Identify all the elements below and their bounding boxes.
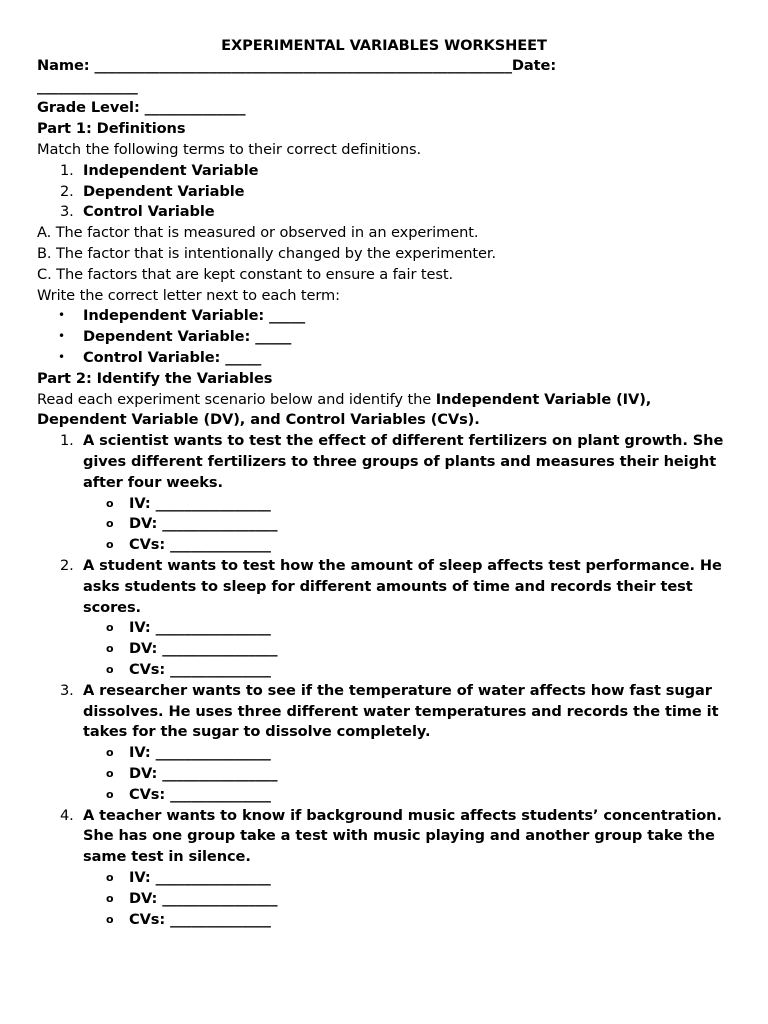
circle-bullet-icon: o: [106, 517, 114, 530]
dv-blank: [0, 888, 768, 909]
blank-text: CVs: ______________: [129, 786, 271, 803]
part2-heading: Part 2: Identify the Variables: [37, 370, 273, 387]
scenario-line: [0, 472, 768, 493]
cvs-blank: [0, 909, 768, 930]
cvs-blank: [0, 534, 768, 555]
scenario-line: [0, 846, 768, 867]
scenario-number: 3.: [60, 682, 74, 699]
term-item: [0, 201, 768, 222]
circle-bullet-icon: o: [106, 621, 114, 634]
circle-bullet-icon: o: [106, 767, 114, 780]
dv-blank: [0, 763, 768, 784]
scenario-text: A scientist wants to test the effect of different fertilizers on plant growth. She: [83, 432, 724, 449]
scenario-line: [0, 721, 768, 742]
blank-text: CVs: ______________: [129, 661, 271, 678]
blank-text: DV: ________________: [129, 765, 278, 782]
circle-bullet-icon: o: [106, 746, 114, 759]
answer-item: [0, 347, 768, 368]
blank-text: CVs: ______________: [129, 536, 271, 553]
scenario-text: A teacher wants to know if background music affects students’ concentration.: [83, 807, 722, 824]
scenario-line: [0, 430, 768, 451]
name-date-line: Name: __________________________________________________________Date:: [37, 57, 557, 74]
scenario-text: takes for the sugar to dissolve completely.: [83, 723, 431, 740]
bullet-icon: •: [58, 350, 65, 364]
dv-blank: [0, 513, 768, 534]
circle-bullet-icon: o: [106, 497, 114, 510]
worksheet-title: EXPERIMENTAL VARIABLES WORKSHEET: [221, 37, 547, 54]
scenario-line: [0, 576, 768, 597]
scenario-number: 4.: [60, 807, 74, 824]
scenario-text: same test in silence.: [83, 848, 251, 865]
scenario-text: A researcher wants to see if the temperature of water affects how fast sugar: [83, 682, 712, 699]
iv-blank: [0, 493, 768, 514]
scenario-text: asks students to sleep for different amounts of time and records their test: [83, 578, 693, 595]
blank-text: IV: ________________: [129, 495, 271, 512]
blank-text: IV: ________________: [129, 744, 271, 761]
date-blank: ______________: [37, 78, 138, 95]
term-number: 2.: [60, 183, 74, 200]
iv-blank: [0, 867, 768, 888]
circle-bullet-icon: o: [106, 913, 114, 926]
scenario-line: [0, 680, 768, 701]
answer-item: [0, 305, 768, 326]
part2-intro-line1: [0, 389, 768, 410]
blank-text: DV: ________________: [129, 890, 278, 907]
circle-bullet-icon: o: [106, 663, 114, 676]
cvs-blank: [0, 784, 768, 805]
circle-bullet-icon: o: [106, 871, 114, 884]
part1-instruction: Match the following terms to their correct definitions.: [37, 141, 422, 158]
circle-bullet-icon: o: [106, 892, 114, 905]
circle-bullet-icon: o: [106, 538, 114, 551]
blank-text: CVs: ______________: [129, 911, 271, 928]
bullet-icon: •: [58, 329, 65, 343]
term-item: [0, 181, 768, 202]
grade-level-line: Grade Level: ______________: [37, 99, 246, 116]
blank-text: DV: ________________: [129, 640, 278, 657]
circle-bullet-icon: o: [106, 788, 114, 801]
part1-heading: Part 1: Definitions: [37, 120, 186, 137]
blank-text: IV: ________________: [129, 869, 271, 886]
scenario-line: [0, 805, 768, 826]
definition-c: C. The factors that are kept constant to ensure a fair test.: [37, 266, 454, 283]
part2-intro-plain: Read each experiment scenario below and identify the: [37, 391, 436, 408]
scenario-line: [0, 825, 768, 846]
scenario-text: scores.: [83, 599, 141, 616]
scenario-text: gives different fertilizers to three groups of plants and measures their height: [83, 453, 717, 470]
cvs-blank: [0, 659, 768, 680]
part2-intro-bold-1: Independent Variable (IV),: [435, 391, 652, 408]
scenario-number: 2.: [60, 557, 74, 574]
answer-item: [0, 326, 768, 347]
term-text: Independent Variable: [83, 162, 259, 179]
dv-blank: [0, 638, 768, 659]
scenario-text: She has one group take a test with music playing and another group take the: [83, 827, 715, 844]
term-item: [0, 160, 768, 181]
term-number: 1.: [60, 162, 74, 179]
circle-bullet-icon: o: [106, 642, 114, 655]
blank-text: DV: ________________: [129, 515, 278, 532]
scenario-line: [0, 597, 768, 618]
answer-text: Independent Variable: _____: [83, 307, 306, 324]
definition-b: B. The factor that is intentionally changed by the experimenter.: [37, 245, 497, 262]
blank-text: IV: ________________: [129, 619, 271, 636]
term-number: 3.: [60, 203, 74, 220]
answer-text: Dependent Variable: _____: [83, 328, 292, 345]
bullet-icon: •: [58, 308, 65, 322]
write-instruction: Write the correct letter next to each term:: [37, 287, 340, 304]
scenario-line: [0, 701, 768, 722]
term-text: Control Variable: [83, 203, 215, 220]
answer-text: Control Variable: _____: [83, 349, 262, 366]
scenario-line: [0, 451, 768, 472]
scenario-text: dissolves. He uses three different water temperatures and records the time it: [83, 703, 719, 720]
iv-blank: [0, 617, 768, 638]
scenario-line: [0, 555, 768, 576]
part2-intro-bold-2: Dependent Variable (DV), and Control Variables (CVs).: [37, 411, 480, 428]
scenario-text: A student wants to test how the amount of sleep affects test performance. He: [83, 557, 722, 574]
definition-a: A. The factor that is measured or observed in an experiment.: [37, 224, 479, 241]
scenario-number: 1.: [60, 432, 74, 449]
scenario-text: after four weeks.: [83, 474, 223, 491]
term-text: Dependent Variable: [83, 183, 245, 200]
iv-blank: [0, 742, 768, 763]
